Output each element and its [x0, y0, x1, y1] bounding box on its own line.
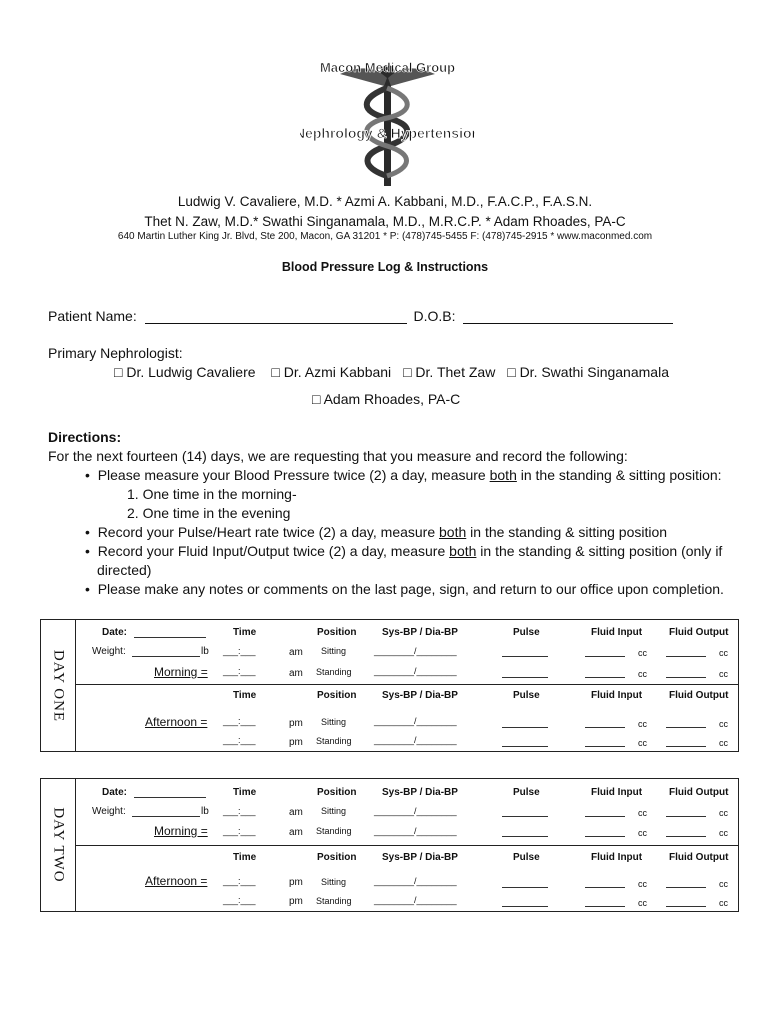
lb-unit: lb [201, 806, 209, 817]
fluid-input-field[interactable] [585, 677, 625, 678]
practice-logo [300, 52, 475, 187]
am-label: am [289, 827, 303, 838]
fluid-output-field[interactable] [666, 746, 706, 747]
bullet-fluid-cont: directed) [97, 562, 152, 578]
col-fluid-output: Fluid Output [669, 627, 729, 638]
cc-unit: cc [719, 738, 728, 748]
cc-unit: cc [719, 879, 728, 889]
weight-field[interactable] [132, 656, 200, 657]
fluid-output-field[interactable] [666, 727, 706, 728]
weight-label: Weight: [92, 646, 126, 657]
pulse-field[interactable] [502, 656, 548, 657]
fluid-input-field[interactable] [585, 836, 625, 837]
lb-unit: lb [201, 646, 209, 657]
page-title: Blood Pressure Log & Instructions [281, 260, 489, 274]
bp-field[interactable]: ________/________ [374, 646, 457, 656]
date-label: Date: [102, 627, 128, 638]
position-sitting: Sitting [321, 806, 347, 816]
morning-label: Morning = [154, 665, 208, 679]
col-fluid-input: Fluid Input [591, 627, 643, 638]
bullet-pulse-text-a: Record your Pulse/Heart rate twice (2) a day, measure [97, 524, 440, 540]
fluid-input-field[interactable] [585, 746, 625, 747]
bullet-notes-text: Please make any notes or comments on the last page, sign, and return to our office upon completion. [97, 581, 724, 597]
col-time: Time [233, 852, 257, 863]
pulse-field[interactable] [502, 677, 548, 678]
date-label: Date: [102, 787, 128, 798]
bullet-fluid-text-u: both [449, 543, 477, 559]
am-label: am [289, 668, 303, 679]
am-label: am [289, 647, 303, 658]
col-bp: Sys-BP / Dia-BP [382, 627, 458, 638]
checkbox-singanamala[interactable]: □ [507, 364, 516, 380]
position-standing: Standing [316, 736, 352, 746]
date-field[interactable] [134, 797, 206, 798]
nephrologist-options-row [114, 364, 669, 380]
pm-label: pm [289, 877, 303, 888]
col-time: Time [233, 787, 257, 798]
dob-label: D.O.B: [413, 308, 456, 324]
pulse-field[interactable] [502, 727, 548, 728]
position-sitting: Sitting [321, 646, 347, 656]
cc-unit: cc [638, 828, 647, 838]
day-two-log [40, 778, 739, 912]
doctors-line-2: Thet N. Zaw, M.D.* Swathi Singanamala, M.D., M.R.C.P. * Adam Rhoades, PA-C [144, 214, 626, 229]
time-field[interactable]: ___:___ [223, 716, 256, 726]
bullet-pulse-text-u: both [439, 524, 467, 540]
patient-name-field[interactable] [145, 307, 407, 324]
bullet-fluid-text-a: Record your Fluid Input/Output twice (2) a day, measure [97, 543, 450, 559]
col-position: Position [317, 787, 357, 798]
fluid-output-field[interactable] [666, 816, 706, 817]
col-position: Position [317, 852, 357, 863]
fluid-output-field[interactable] [666, 906, 706, 907]
afternoon-label: Afternoon = [145, 874, 208, 888]
bullet-fluid: • Record your Fluid Input/Output twice (2) a day, measure both in the standing & sitting position (only if [85, 543, 723, 559]
fluid-output-field[interactable] [666, 836, 706, 837]
fluid-input-field[interactable] [585, 816, 625, 817]
bullet-pulse-text-b: in the standing & sitting position [466, 524, 668, 540]
afternoon-label: Afternoon = [145, 715, 208, 729]
pulse-field[interactable] [502, 906, 548, 907]
day-two-divider [75, 845, 738, 846]
cc-unit: cc [638, 719, 647, 729]
bp-field[interactable]: ________/________ [374, 735, 457, 745]
logo-line1: Macon Medical Group [319, 60, 456, 75]
fluid-output-field[interactable] [666, 677, 706, 678]
patient-name-label: Patient Name: [48, 308, 137, 324]
pulse-field[interactable] [502, 836, 548, 837]
col-bp: Sys-BP / Dia-BP [382, 690, 458, 701]
cc-unit: cc [638, 669, 647, 679]
fluid-input-field[interactable] [585, 727, 625, 728]
directions-intro: For the next fourteen (14) days, we are requesting that you measure and record the following: [48, 448, 628, 464]
cc-unit: cc [638, 738, 647, 748]
bullet-bp-text-b: in the standing & sitting position: [516, 467, 722, 483]
pulse-field[interactable] [502, 746, 548, 747]
bullet-fluid-text-b: in the standing & sitting position (only if [476, 543, 723, 559]
position-sitting: Sitting [321, 877, 347, 887]
checkbox-zaw[interactable]: □ [403, 364, 412, 380]
time-field[interactable]: ___:___ [223, 666, 256, 676]
cc-unit: cc [719, 669, 728, 679]
fluid-output-field[interactable] [666, 656, 706, 657]
bp-field[interactable]: ________/________ [374, 716, 457, 726]
pm-label: pm [289, 737, 303, 748]
checkbox-kabbani[interactable]: □ [271, 364, 280, 380]
day-two-sideband [41, 779, 76, 911]
nephrologist-label: Primary Nephrologist: [48, 345, 183, 361]
time-field[interactable]: ___:___ [223, 806, 256, 816]
cc-unit: cc [719, 648, 728, 658]
bullet-notes: • Please make any notes or comments on the last page, sign, and return to our office upon completion. [85, 581, 724, 597]
bp-field[interactable]: ________/________ [374, 666, 457, 676]
option-kabbani: Dr. Azmi Kabbani [283, 364, 392, 380]
checkbox-cavaliere[interactable]: □ [114, 364, 123, 380]
cc-unit: cc [638, 898, 647, 908]
col-time: Time [233, 690, 257, 701]
pm-label: pm [289, 718, 303, 729]
day-two-label: DAY TWO [50, 807, 67, 883]
pulse-field[interactable] [502, 816, 548, 817]
day-one-sideband [41, 620, 76, 751]
option-zaw: Dr. Thet Zaw [415, 364, 496, 380]
position-standing: Standing [316, 667, 352, 677]
option-singanamala: Dr. Swathi Singanamala [519, 364, 669, 380]
cc-unit: cc [719, 719, 728, 729]
cc-unit: cc [719, 808, 728, 818]
col-fluid-input: Fluid Input [591, 690, 643, 701]
nephrologist-option-rhoades-row [312, 391, 460, 407]
col-pulse: Pulse [513, 787, 540, 798]
col-fluid-output: Fluid Output [669, 852, 729, 863]
time-field[interactable]: ___:___ [223, 895, 256, 905]
patient-name-row [48, 307, 673, 324]
cc-unit: cc [638, 879, 647, 889]
time-field[interactable]: ___:___ [223, 876, 256, 886]
col-pulse: Pulse [513, 627, 540, 638]
col-fluid-input: Fluid Input [591, 852, 643, 863]
pm-label: pm [289, 896, 303, 907]
date-field[interactable] [134, 637, 206, 638]
day-one-log [40, 619, 739, 752]
checkbox-rhoades[interactable]: □ [312, 391, 321, 407]
col-fluid-input: Fluid Input [591, 787, 643, 798]
bp-field[interactable]: ________/________ [374, 876, 457, 886]
sub-item-evening: 2. One time in the evening [127, 505, 291, 521]
cc-unit: cc [638, 808, 647, 818]
col-bp: Sys-BP / Dia-BP [382, 787, 458, 798]
sub-item-morning: 1. One time in the morning- [127, 486, 297, 502]
logo-line2: Nephrology & Hypertension [300, 125, 475, 141]
weight-field[interactable] [132, 816, 200, 817]
col-position: Position [317, 690, 357, 701]
directions-heading: Directions: [48, 429, 122, 445]
fluid-input-field[interactable] [585, 887, 625, 888]
position-sitting: Sitting [321, 717, 347, 727]
cc-unit: cc [719, 828, 728, 838]
bullet-bp-text-u: both [489, 467, 517, 483]
col-bp: Sys-BP / Dia-BP [382, 852, 458, 863]
option-cavaliere: Dr. Ludwig Cavaliere [126, 364, 256, 380]
pulse-field[interactable] [502, 887, 548, 888]
position-standing: Standing [316, 896, 352, 906]
position-standing: Standing [316, 826, 352, 836]
day-one-divider [75, 684, 738, 685]
bullet-bp-text-a: Please measure your Blood Pressure twice (2) a day, measure [97, 467, 490, 483]
practice-address: 640 Martin Luther King Jr. Blvd, Ste 200, Macon, GA 31201 * P: (478)745-5455 F: (478)745-2915 * www.maconmed.com [117, 231, 653, 242]
col-pulse: Pulse [513, 852, 540, 863]
fluid-output-field[interactable] [666, 887, 706, 888]
option-rhoades: Adam Rhoades, PA-C [323, 391, 461, 407]
fluid-input-field[interactable] [585, 906, 625, 907]
morning-label: Morning = [154, 824, 208, 838]
dob-field[interactable] [463, 307, 673, 324]
col-fluid-output: Fluid Output [669, 690, 729, 701]
bullet-pulse: • Record your Pulse/Heart rate twice (2) a day, measure both in the standing & sitting position [85, 524, 668, 540]
fluid-input-field[interactable] [585, 656, 625, 657]
col-fluid-output: Fluid Output [669, 787, 729, 798]
bp-field[interactable]: ________/________ [374, 806, 457, 816]
time-field[interactable]: ___:___ [223, 646, 256, 656]
bp-field[interactable]: ________/________ [374, 895, 457, 905]
col-position: Position [317, 627, 357, 638]
time-field[interactable]: ___:___ [223, 735, 256, 745]
cc-unit: cc [638, 648, 647, 658]
col-time: Time [233, 627, 257, 638]
doctors-line-1: Ludwig V. Cavaliere, M.D. * Azmi A. Kabbani, M.D., F.A.C.P., F.A.S.N. [177, 194, 593, 209]
col-pulse: Pulse [513, 690, 540, 701]
day-one-label: DAY ONE [50, 649, 67, 722]
am-label: am [289, 807, 303, 818]
bullet-bp: • Please measure your Blood Pressure twice (2) a day, measure both in the standing & sitting position: [85, 467, 722, 483]
time-field[interactable]: ___:___ [223, 826, 256, 836]
weight-label: Weight: [92, 806, 126, 817]
bp-field[interactable]: ________/________ [374, 826, 457, 836]
cc-unit: cc [719, 898, 728, 908]
